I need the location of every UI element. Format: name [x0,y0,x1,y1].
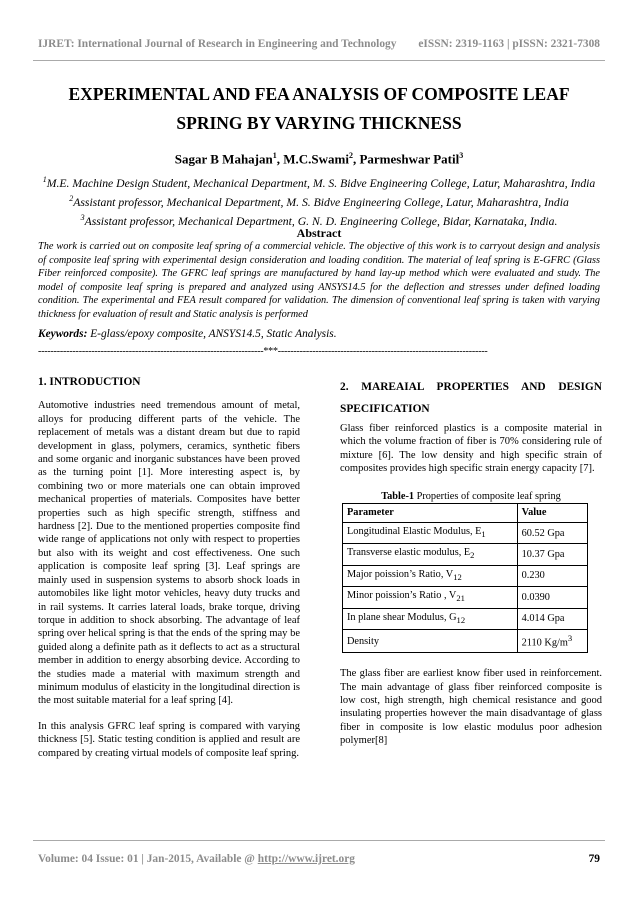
affiliation-1-text: M.E. Machine Design Student, Mechanical Department, M. S. Bidve Engineering College, Latur, Maharashtra, India [46,176,596,190]
introduction-paragraph-1: Automotive industries need tremendous amount of metal, alloys for producing different parts of the vehicle. The replacement of metals was a distant dream but due to rapid development in glass, polymers, ceramics, synthetic fibers and some organic and inorganic substances have been proved as the turning point [1]. More interesting aspect is, by combining two or more materials one can obtain improved mechanical properties of materials. Composites have better properties such as high specific strength, stiffness and hardness [2]. Due to the mentioned properties composite find wide range of applications not only with respect to properties but also with its weight and cost effectiveness. One such application is composite leaf spring [3]. Leaf springs are mainly used in suspension systems to absorb shock loads in automobiles like light motor vehicles, heavy duty trucks and in rail systems. It carries lateral loads, brake torque, driving torque in addition to shock absorbing. The advantage of leaf spring over helical spring is that the ends of the spring may be guided along a definite path as it deflects to act as a structural member in addition to energy absorbing device. According to the studies made a material with maximum strength and minimum modulus of elasticity in the longitudinal direction is the most suitable material for a leaf spring [4]. [38,400,300,707]
running-header [38,38,600,50]
journal-link[interactable]: http://www.ijret.org [257,853,355,865]
affiliation-3-text: Assistant professor, Mechanical Department, G. N. D. Engineering College, Bidar, Karnataka, India. [84,214,558,228]
author-3-sup: 3 [459,151,464,160]
value-text: 10.37 Gpa [521,549,565,560]
running-footer [38,853,600,865]
footer-rule [33,840,605,841]
param-text: Major poission’s Ratio, V [347,568,454,580]
param-sub: 21 [456,593,465,604]
introduction-paragraph-2: In this analysis GFRC leaf spring is compared with varying thickness [5]. Static testing condition is applied and result are compared by creating virtual models of composite leaf spring. [38,720,300,759]
value-text: 2110 Kg/m [521,637,568,649]
table-header-row [343,504,588,523]
param-text: Minor poission’s Ratio , V [347,590,457,602]
keywords-label: Keywords: [38,328,88,340]
abstract-text: The work is carried out on composite leaf spring of a commercial vehicle. The objective of this work is to carryout design and analysis of composite leaf spring with experimental design consideration and loading condition. The material of leaf spring is E-GFRC (Glass Fiber reinforced composite). The GFRC leaf springs are manufactured by hand lay-up method which were evaluated and study. The model of composite leaf spring is prepared and analyzed using ANSYS14.5 for the deflection and stresses under defined loading condition. The experimental and FEA result compared for validation. The dimension of conventional leaf spring is taken with varying thickness for evaluation of result and Static analysis is performed [38,241,600,320]
table-row [343,523,588,544]
affiliations [34,172,604,229]
journal-name: IJRET: International Journal of Research in Engineering and Technology [38,38,397,50]
param-sub: 12 [453,571,462,582]
table-row [343,630,588,653]
table-cell-parameter [343,608,518,629]
author-1-sup: 1 [272,151,277,160]
table-cell-value [517,523,587,544]
footer-volume-text: Volume: 04 Issue: 01 | Jan-2015, Available @ [38,853,258,865]
table-cell-parameter [343,630,518,653]
author-2-sup: 2 [348,151,353,160]
table-caption [340,490,602,503]
introduction-heading: 1. INTRODUCTION [38,376,141,388]
param-sub: 1 [481,529,486,540]
table-cell-parameter [343,565,518,586]
page-number: 79 [588,853,600,865]
material-paragraph-2: The glass fiber are earliest know fiber used in reinforcement. The main advantage of glass fiber reinforced composite is low cost, high strength, high chemical resistance and good insulating properties however the main disadvantage of glass fiber in composite is low elastic modulus poor adhesion polymer[8] [340,668,602,747]
table-row [343,608,588,629]
properties-table [342,503,588,653]
issn: eISSN: 2319-1163 | pISSN: 2321-7308 [418,38,600,50]
table-row [343,544,588,565]
abstract-heading: Abstract [296,226,342,240]
author-list: Sagar B Mahajan$^1$, M.C.Swami$^2$, Parmeshwar Patil$^3$ [174,151,464,167]
table-cell-value [517,587,587,608]
table-cell-parameter [343,523,518,544]
param-text: Density [347,635,380,647]
keywords [38,328,600,340]
author-2: M.C.Swami [283,151,349,167]
left-column [38,376,300,772]
param-text: Longitudinal Elastic Modulus, E [347,526,482,538]
value-text: 4.014 Gpa [521,613,565,625]
value-text: 0.0390 [521,591,550,603]
table-label: Table-1 [381,490,415,502]
footer-volume [38,853,355,865]
affiliation-2 [34,191,604,210]
affiliation-1-sup: 1 [42,175,47,184]
section-separator: ------------------------------------------------------------------------***------------------------------------------------------------------- [38,346,488,357]
paper-title [30,80,608,138]
affiliation-1 [34,172,604,191]
param-text: Transverse elastic modulus, E [347,547,471,559]
table-row [343,565,588,586]
title-line-1: EXPERIMENTAL AND FEA ANALYSIS OF COMPOSITE LEAF [68,84,570,104]
material-properties-heading: 2. MAREAIAL PROPERTIES AND DESIGN SPECIFICATION [340,381,602,415]
affiliation-2-sup: 2 [69,193,74,203]
affiliation-3-sup: 3 [80,212,85,222]
table-row [343,587,588,608]
table-header-value: Value [517,504,587,523]
param-sub: 12 [456,614,466,625]
table-cell-value [517,608,587,629]
value-text: 60.52 Gpa [521,527,565,539]
header-rule [33,60,605,61]
table-header-parameter: Parameter [343,504,518,523]
table-cell-parameter [343,587,518,608]
author-3: Parmeshwar Patil [359,151,460,167]
value-text: 0.230 [521,570,545,582]
right-column [340,376,602,760]
title-line-2: SPRING BY VARYING THICKNESS [176,113,462,133]
material-paragraph-1: Glass fiber reinforced plastics is a composite material in which the volume fraction of fiber is 70% considering rule of mixture [6]. The low density and high specific strain of composites provides high specific strain energy capacity [7]. [340,423,602,475]
author-1: Sagar B Mahajan [174,151,273,167]
table-caption-text: Properties of composite leaf spring [414,490,561,502]
table-cell-value [517,544,587,565]
value-sup: 3 [567,633,573,644]
table-cell-value [517,565,587,586]
param-sub: 2 [470,550,475,561]
table-cell-parameter [343,544,518,565]
keywords-text: E-glass/epoxy composite, ANSYS14.5, Static Analysis. [87,328,337,340]
affiliation-2-text: Assistant professor, Mechanical Department, M. S. Bidve Engineering College, Latur, Maharashtra, India [73,195,569,209]
table-cell-value [517,630,587,653]
param-text: In plane shear Modulus, G [347,611,457,623]
